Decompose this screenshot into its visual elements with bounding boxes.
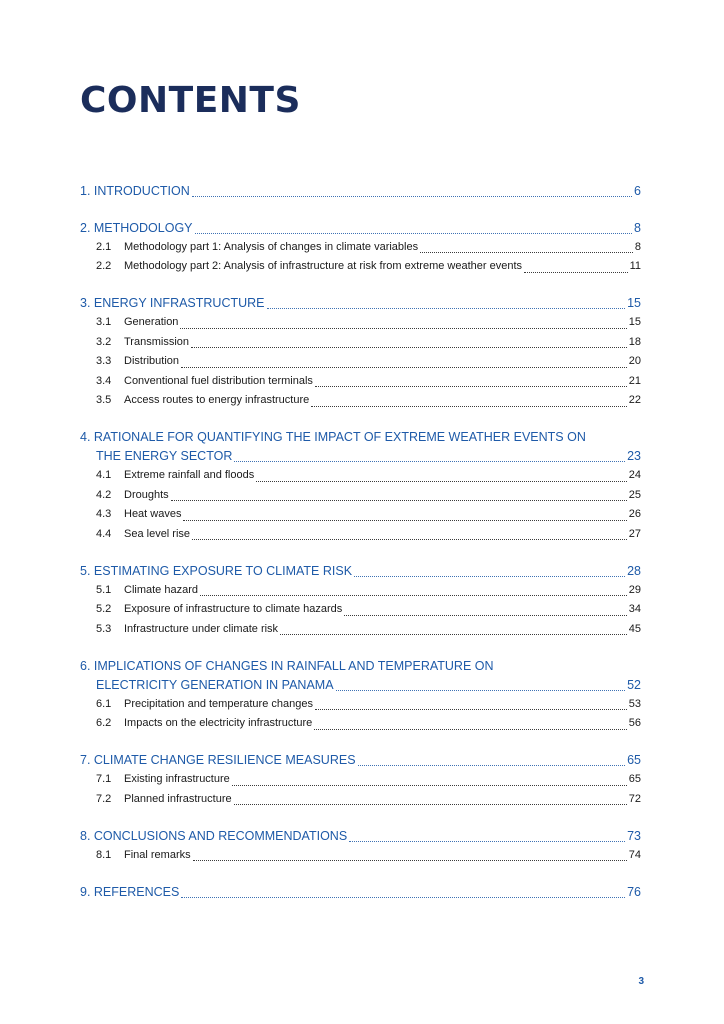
- toc-page-number: 25: [628, 488, 641, 501]
- toc-subentry-number: 8.1: [96, 848, 112, 861]
- toc-subentry[interactable]: [80, 581, 641, 601]
- toc-subentry-number: 2.1: [96, 240, 112, 253]
- toc-subentry[interactable]: [80, 525, 641, 545]
- dot-leader: [192, 538, 627, 540]
- toc-page-number: 11: [629, 260, 641, 272]
- toc-page-number: 22: [628, 394, 641, 406]
- toc-subentry-label: Heat waves: [124, 508, 182, 520]
- toc-page-number: 24: [628, 469, 641, 481]
- dot-leader: [232, 784, 627, 786]
- dot-leader: [192, 195, 632, 197]
- toc-subentry-number: 4.2: [96, 488, 112, 501]
- dot-leader: [171, 499, 627, 501]
- toc-page-number: 65: [627, 753, 641, 767]
- toc-subentry-number: 5.1: [96, 583, 112, 596]
- dot-leader: [181, 896, 625, 898]
- toc-page-number: 29: [628, 583, 641, 596]
- toc-section: [80, 219, 641, 277]
- dot-leader: [349, 840, 625, 842]
- toc-page-number: 8: [634, 240, 641, 253]
- toc-subentry-number: 7.1: [96, 773, 112, 785]
- toc-page-number: 15: [627, 296, 641, 310]
- toc-subentry[interactable]: [80, 770, 641, 790]
- page-title: CONTENTS: [80, 80, 301, 121]
- toc-subentry-number: 6.1: [96, 697, 112, 710]
- toc-section: [80, 562, 641, 640]
- toc-subentry[interactable]: [80, 620, 641, 640]
- toc-section: [80, 294, 641, 411]
- toc-page-number: 65: [628, 773, 641, 785]
- toc-subentry[interactable]: [80, 257, 641, 277]
- toc-page-number: 21: [628, 374, 641, 387]
- dot-leader: [234, 803, 627, 805]
- toc-subentry-label: Exposure of infrastructure to climate hazards: [124, 603, 343, 615]
- toc-page-number: 8: [634, 220, 641, 235]
- dot-leader: [195, 232, 633, 234]
- dot-leader: [191, 346, 627, 348]
- toc-section: [80, 883, 641, 902]
- toc-subentry-label: Droughts: [124, 488, 169, 501]
- toc-subentry[interactable]: [80, 352, 641, 372]
- toc-subentry-number: 6.2: [96, 717, 112, 729]
- table-of-contents: [80, 182, 641, 919]
- dot-leader: [267, 307, 626, 309]
- toc-subentry-number: 5.2: [96, 603, 112, 615]
- toc-subentry-label: Existing infrastructure: [124, 773, 230, 785]
- toc-page-number: 18: [628, 335, 641, 348]
- toc-subentry[interactable]: [80, 466, 641, 486]
- toc-entry[interactable]: [80, 562, 641, 581]
- toc-page-number: 72: [628, 792, 641, 805]
- toc-subentry-label: Climate hazard: [124, 583, 198, 596]
- toc-subentry[interactable]: [80, 714, 641, 734]
- toc-section: [80, 182, 641, 201]
- toc-page-number: 28: [627, 563, 641, 578]
- toc-subentry[interactable]: [80, 600, 641, 620]
- toc-subentry[interactable]: [80, 505, 641, 525]
- dot-leader: [234, 460, 625, 462]
- dot-leader: [200, 594, 627, 596]
- toc-subentry-number: 3.1: [96, 316, 112, 328]
- toc-entry[interactable]: [80, 182, 641, 201]
- toc-entry-label: 7. CLIMATE CHANGE RESILIENCE MEASURES: [80, 753, 356, 767]
- dot-leader: [256, 480, 627, 482]
- dot-leader: [183, 519, 626, 521]
- page-number: 3: [638, 976, 644, 987]
- toc-subentry-number: 7.2: [96, 792, 112, 805]
- toc-entry-label: 1. INTRODUCTION: [80, 184, 190, 198]
- toc-subentry-number: 4.4: [96, 527, 112, 540]
- toc-page-number: 53: [628, 697, 641, 710]
- toc-subentry-number: 3.3: [96, 355, 112, 367]
- toc-section: [80, 428, 641, 544]
- toc-page-number: 74: [628, 848, 641, 861]
- dot-leader: [336, 689, 626, 691]
- toc-section: [80, 751, 641, 809]
- toc-subentry-label: Final remarks: [124, 848, 191, 861]
- toc-subentry-number: 3.2: [96, 335, 112, 348]
- toc-subentry[interactable]: [80, 790, 641, 810]
- toc-entry-label: ELECTRICITY GENERATION IN PANAMA: [96, 677, 334, 692]
- toc-section: [80, 827, 641, 866]
- toc-entry-label: 2. METHODOLOGY: [80, 220, 193, 235]
- toc-subentry[interactable]: [80, 695, 641, 715]
- toc-subentry-label: Conventional fuel distribution terminals: [124, 374, 313, 387]
- toc-page-number: 73: [627, 828, 641, 843]
- dot-leader: [354, 575, 625, 577]
- toc-subentry-number: 2.2: [96, 260, 112, 272]
- toc-subentry-number: 5.3: [96, 622, 112, 635]
- toc-page-number: 26: [628, 508, 641, 520]
- dot-leader: [311, 405, 627, 407]
- toc-page-number: 45: [628, 622, 641, 635]
- toc-entry-label: 5. ESTIMATING EXPOSURE TO CLIMATE RISK: [80, 563, 353, 578]
- toc-subentry-label: Infrastructure under climate risk: [124, 622, 279, 635]
- toc-subentry-label: Access routes to energy infrastructure: [124, 394, 310, 406]
- toc-entry[interactable]: [80, 676, 641, 695]
- toc-subentry[interactable]: [80, 372, 641, 392]
- toc-page-number: 27: [628, 527, 641, 540]
- toc-subentry[interactable]: [80, 391, 641, 411]
- toc-subentry-label: Planned infrastructure: [124, 792, 232, 805]
- dot-leader: [344, 614, 626, 616]
- toc-entry-label: 9. REFERENCES: [80, 884, 180, 899]
- toc-subentry-label: Generation: [124, 316, 179, 328]
- toc-entry[interactable]: [80, 827, 641, 846]
- toc-entry[interactable]: [80, 294, 641, 313]
- dot-leader: [181, 366, 627, 368]
- dot-leader: [315, 708, 627, 710]
- toc-subentry-number: 4.3: [96, 508, 112, 520]
- dot-leader: [315, 385, 627, 387]
- dot-leader: [180, 327, 626, 329]
- toc-subentry-label: Methodology part 1: Analysis of changes in climate variables: [124, 240, 419, 253]
- toc-subentry-label: Impacts on the electricity infrastructure: [124, 717, 313, 729]
- toc-entry-label: THE ENERGY SECTOR: [96, 449, 233, 463]
- toc-subentry-label: Sea level rise: [124, 527, 191, 540]
- toc-entry[interactable]: [80, 219, 641, 238]
- toc-page-number: 6: [634, 184, 641, 198]
- toc-subentry-label: Precipitation and temperature changes: [124, 697, 313, 710]
- toc-entry[interactable]: [80, 751, 641, 770]
- toc-subentry[interactable]: [80, 333, 641, 353]
- toc-entry[interactable]: [80, 447, 641, 466]
- dot-leader: [314, 728, 626, 730]
- toc-section-title[interactable]: 4. RATIONALE FOR QUANTIFYING THE IMPACT OF EXTREME WEATHER EVENTS ON: [80, 430, 586, 444]
- toc-page-number: 56: [628, 717, 641, 729]
- toc-subentry-label: Methodology part 2: Analysis of infrastructure at risk from extreme weather events: [124, 260, 523, 272]
- toc-subentry-label: Extreme rainfall and floods: [124, 469, 255, 481]
- toc-page-number: 76: [627, 884, 641, 899]
- toc-page-number: 20: [628, 355, 641, 367]
- toc-subentry[interactable]: [80, 313, 641, 333]
- toc-page-number: 23: [627, 449, 641, 463]
- toc-section-title[interactable]: 6. IMPLICATIONS OF CHANGES IN RAINFALL AND TEMPERATURE ON: [80, 658, 494, 673]
- toc-subentry-number: 3.4: [96, 374, 112, 387]
- toc-entry[interactable]: [80, 883, 641, 902]
- toc-page-number: 34: [628, 603, 641, 615]
- toc-subentry-label: Transmission: [124, 335, 189, 348]
- toc-subentry-number: 4.1: [96, 469, 112, 481]
- dot-leader: [280, 633, 627, 635]
- dot-leader: [524, 271, 628, 273]
- toc-page-number: 15: [628, 316, 641, 328]
- toc-section: [80, 657, 641, 734]
- dot-leader: [193, 859, 627, 861]
- dot-leader: [420, 251, 633, 253]
- toc-subentry[interactable]: [80, 846, 641, 866]
- toc-page-number: 52: [627, 677, 641, 692]
- toc-subentry[interactable]: [80, 486, 641, 506]
- toc-entry-label: 3. ENERGY INFRASTRUCTURE: [80, 296, 265, 310]
- toc-subentry-number: 3.5: [96, 394, 112, 406]
- toc-subentry[interactable]: [80, 238, 641, 258]
- toc-entry-label: 8. CONCLUSIONS AND RECOMMENDATIONS: [80, 828, 348, 843]
- dot-leader: [358, 764, 626, 766]
- toc-subentry-label: Distribution: [124, 355, 180, 367]
